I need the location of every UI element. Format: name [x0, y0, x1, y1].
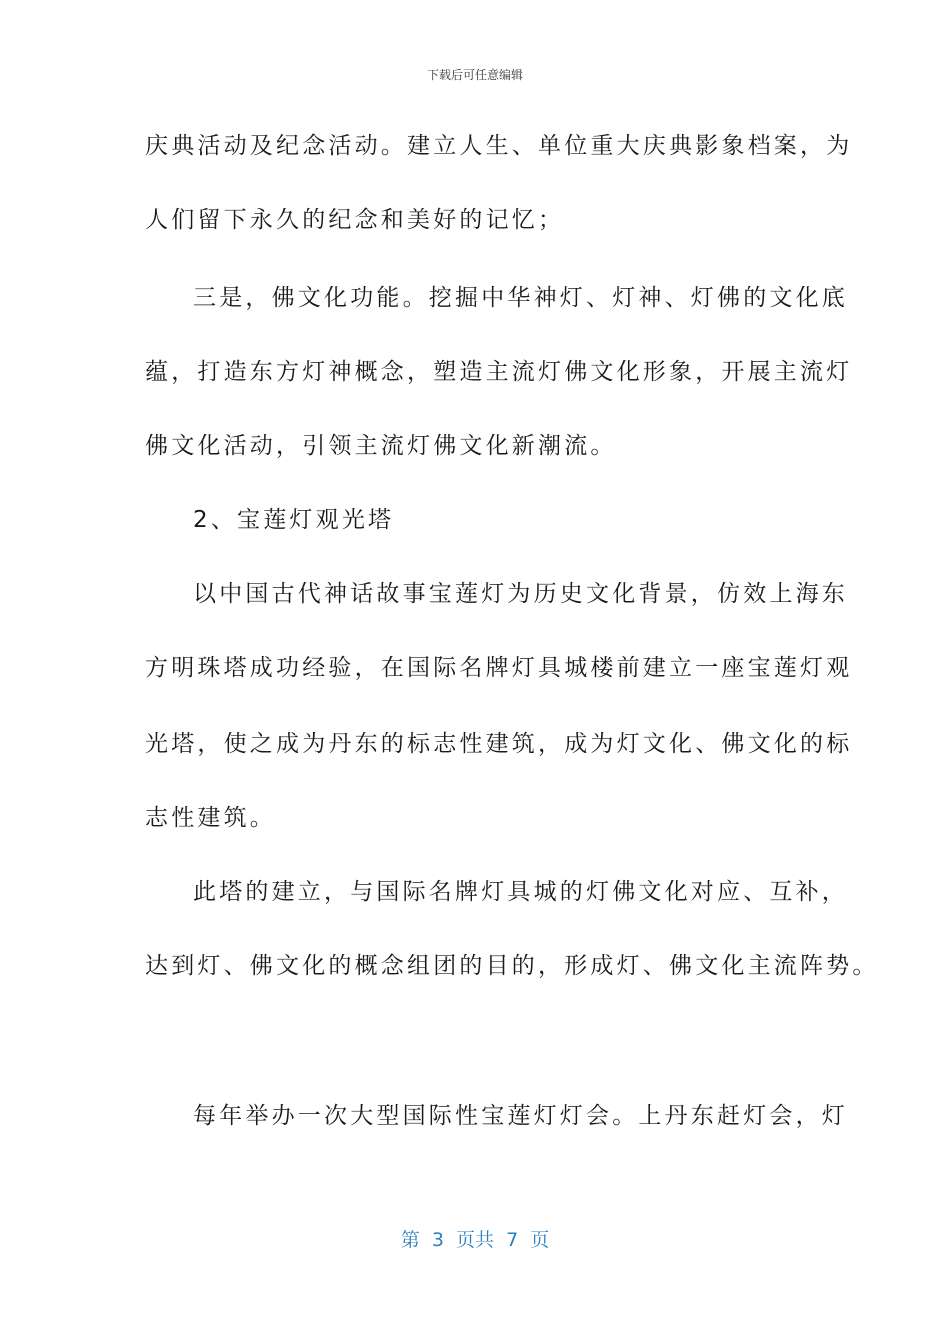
- paragraph-line: 人们留下永久的纪念和美好的记忆；: [145, 207, 565, 233]
- paragraph-line: 光塔，使之成为丹东的标志性建筑，成为灯文化、佛文化的标: [145, 731, 853, 757]
- paragraph-line: 达到灯、佛文化的概念组团的目的，形成灯、佛文化主流阵势。: [145, 953, 879, 979]
- paragraph-line: 此塔的建立，与国际名牌灯具城的灯佛文化对应、互补，: [193, 879, 848, 905]
- paragraph-line: 三是，佛文化功能。挖掘中华神灯、灯神、灯佛的文化底: [193, 285, 848, 311]
- paragraph-line: 每年举办一次大型国际性宝莲灯灯会。上丹东赶灯会，灯: [193, 1103, 848, 1129]
- paragraph-line: 志性建筑。: [145, 805, 276, 831]
- paragraph-line: 佛文化活动，引领主流灯佛文化新潮流。: [145, 433, 617, 459]
- page-number-footer: 第 3 页共 7 页: [400, 1229, 550, 1251]
- paragraph-line: 方明珠塔成功经验，在国际名牌灯具城楼前建立一座宝莲灯观: [145, 655, 853, 681]
- header-note: 下载后可任意编辑: [426, 68, 523, 82]
- paragraph-line: 以中国古代神话故事宝莲灯为历史文化背景，仿效上海东: [193, 581, 848, 607]
- paragraph-line: 庆典活动及纪念活动。建立人生、单位重大庆典影象档案，为: [145, 133, 853, 159]
- paragraph-line: 蕴，打造东方灯神概念，塑造主流灯佛文化形象，开展主流灯: [145, 359, 853, 385]
- section-heading: 2、宝莲灯观光塔: [193, 507, 395, 533]
